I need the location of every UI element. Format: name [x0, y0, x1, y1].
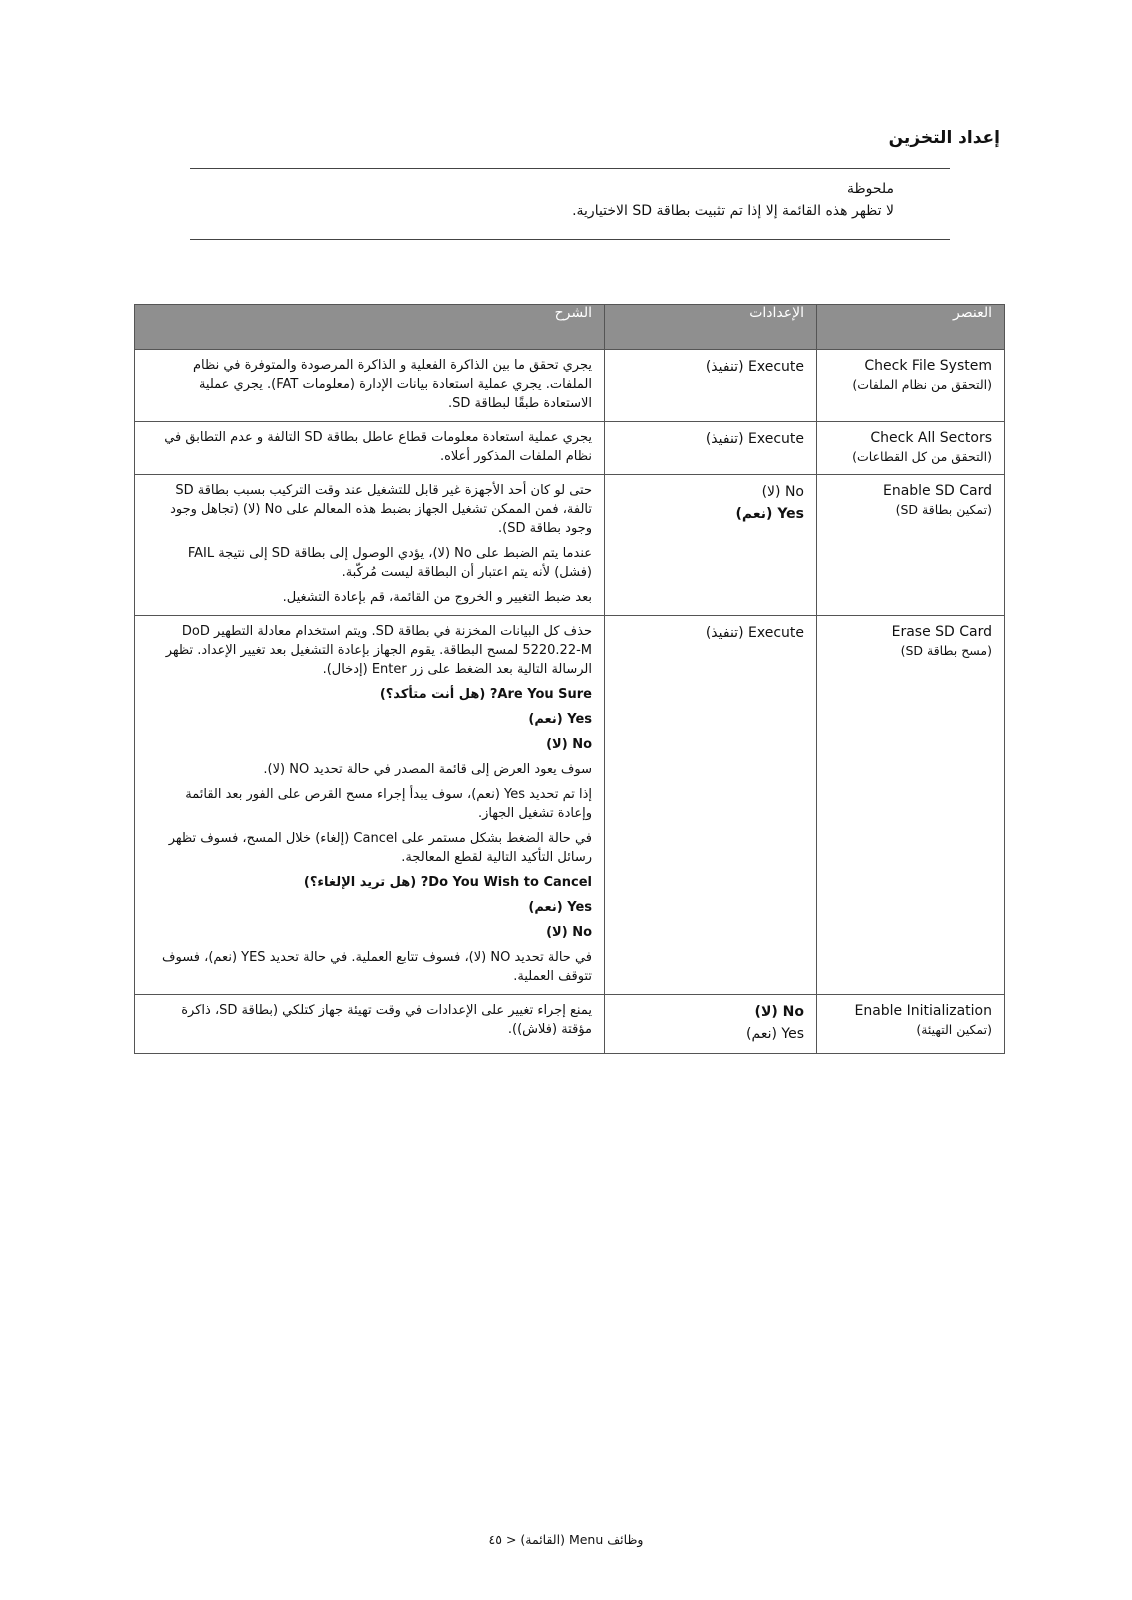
item-name-ar: (التحقق من كل القطاعات): [852, 449, 992, 464]
item-name-en: Enable SD Card: [882, 483, 992, 499]
description-text: يجري تحقق ما بين الذاكرة الفعلية و الذاكرة المرصودة والمتوفرة في نظام الملفات. يجري عملية استعادة بيانات الإدارة (معلومات FAT). يجري عملية الاستعادة طبقًا لبطاقة SD.: [192, 358, 592, 411]
cancel-option-yes: Yes (نعم): [528, 900, 592, 915]
cancel-option-no: No (لا): [546, 925, 592, 940]
item-name-ar: (التحقق من نظام الملفات): [852, 377, 992, 392]
page-footer: وظائف Menu (القائمة) < ٤٥: [488, 1532, 644, 1547]
table-header-row: [135, 305, 1005, 350]
setting-option: (نعم) Yes: [746, 1026, 804, 1042]
item-name-en: Enable Initialization: [854, 1003, 992, 1019]
item-name-ar: (تمكين التهيئة): [916, 1022, 992, 1037]
description-cell: [135, 475, 605, 616]
item-name-en: Check File System: [864, 358, 992, 374]
setting-option: (تنفيذ) Execute: [705, 625, 804, 641]
table-row: [135, 422, 1005, 475]
item-cell: [817, 350, 1005, 422]
setting-option: (تنفيذ) Execute: [705, 359, 804, 375]
setting-option: (تنفيذ) Execute: [705, 431, 804, 447]
description-text: حذف كل البيانات المخزنة في بطاقة SD. ويتم استخدام معادلة التطهير DoD 5220.22-M لمسح البطاقة. يقوم الجهاز بإعادة التشغيل بعد تغيير الإعداد. تظهر الرسالة التالية بعد الضغط على زر Enter (إدخال).: [165, 624, 592, 677]
prompt-question: Are You Sure? (هل أنت متأكد؟): [379, 687, 592, 702]
page-title: إعداد التخزين: [888, 128, 1000, 148]
item-cell: [817, 995, 1005, 1054]
setting-cell: [605, 422, 817, 475]
item-cell: [817, 422, 1005, 475]
header-description: الشرح: [135, 305, 605, 350]
item-cell: [817, 475, 1005, 616]
setting-cell: [605, 475, 817, 616]
settings-table: [134, 304, 1005, 1054]
description-text: عندما يتم الضبط على No (لا)، يؤدي الوصول إلى بطاقة SD إلى نتيجة FAIL (فشل) لأنه يتم اعتبار أن البطاقة ليست مُركّبة.: [187, 546, 592, 580]
description-cell: [135, 616, 605, 995]
item-name-en: Check All Sectors: [870, 430, 992, 446]
prompt-option-no: No (لا): [546, 737, 592, 752]
description-text: حتى لو كان أحد الأجهزة غير قابل للتشغيل عند وقت التركيب بسبب بطاقة SD تالفة، فمن الممكن تشغيل الجهاز بضبط هذه المعالم على No (لا) (تجاهل وجود وجود بطاقة SD).: [170, 483, 592, 536]
note-title: ملحوظة: [846, 181, 894, 197]
item-name-ar: (مسح بطاقة SD): [900, 643, 992, 658]
setting-option-default: (لا) No: [754, 1004, 804, 1020]
table-row: [135, 995, 1005, 1054]
setting-cell: [605, 350, 817, 422]
setting-cell: [605, 995, 817, 1054]
item-cell: [817, 616, 1005, 995]
description-text: في حالة الضغط بشكل مستمر على Cancel (إلغاء) خلال المسح، فسوف تظهر رسائل التأكيد التالية لقطع المعالجة.: [168, 831, 592, 865]
description-text: سوف يعود العرض إلى قائمة المصدر في حالة تحديد NO (لا).: [263, 762, 592, 777]
note-text: لا تظهر هذه القائمة إلا إذا تم تثبيت بطاقة SD الاختيارية.: [572, 203, 894, 219]
table-row: [135, 616, 1005, 995]
description-cell: [135, 350, 605, 422]
description-cell: [135, 422, 605, 475]
description-text: في حالة تحديد NO (لا)، فسوف تتابع العملية. في حالة تحديد YES (نعم)، فسوف تتوقف العملية.: [162, 950, 592, 984]
header-settings: الإعدادات: [605, 305, 817, 350]
setting-option: (لا) No: [761, 484, 804, 500]
description-cell: [135, 995, 605, 1054]
item-name-ar: (تمكين بطاقة SD): [895, 502, 992, 517]
description-text: يجري عملية استعادة معلومات قطاع عاطل بطاقة SD التالفة و عدم التطابق في نظام الملفات المذكور أعلاه.: [164, 430, 592, 464]
cancel-question: Do You Wish to Cancel? (هل تريد الإلغاء؟): [303, 875, 592, 890]
table-row: [135, 350, 1005, 422]
header-item: العنصر: [817, 305, 1005, 350]
item-name-en: Erase SD Card: [891, 624, 992, 640]
description-text: يمنع إجراء تغيير على الإعدادات في وقت تهيئة جهاز كتلكي (بطاقة SD، ذاكرة مؤقتة (فلاش)).: [181, 1003, 592, 1037]
setting-option-default: (نعم) Yes: [735, 506, 804, 522]
description-text: بعد ضبط التغيير و الخروج من القائمة، قم بإعادة التشغيل.: [282, 590, 592, 605]
table-row: [135, 475, 1005, 616]
note-box: [190, 168, 950, 240]
prompt-option-yes: Yes (نعم): [528, 712, 592, 727]
setting-cell: [605, 616, 817, 995]
description-text: إذا تم تحديد Yes (نعم)، سوف يبدأ إجراء مسح القرص على الفور بعد القائمة وإعادة تشغيل الجهاز.: [185, 787, 592, 821]
